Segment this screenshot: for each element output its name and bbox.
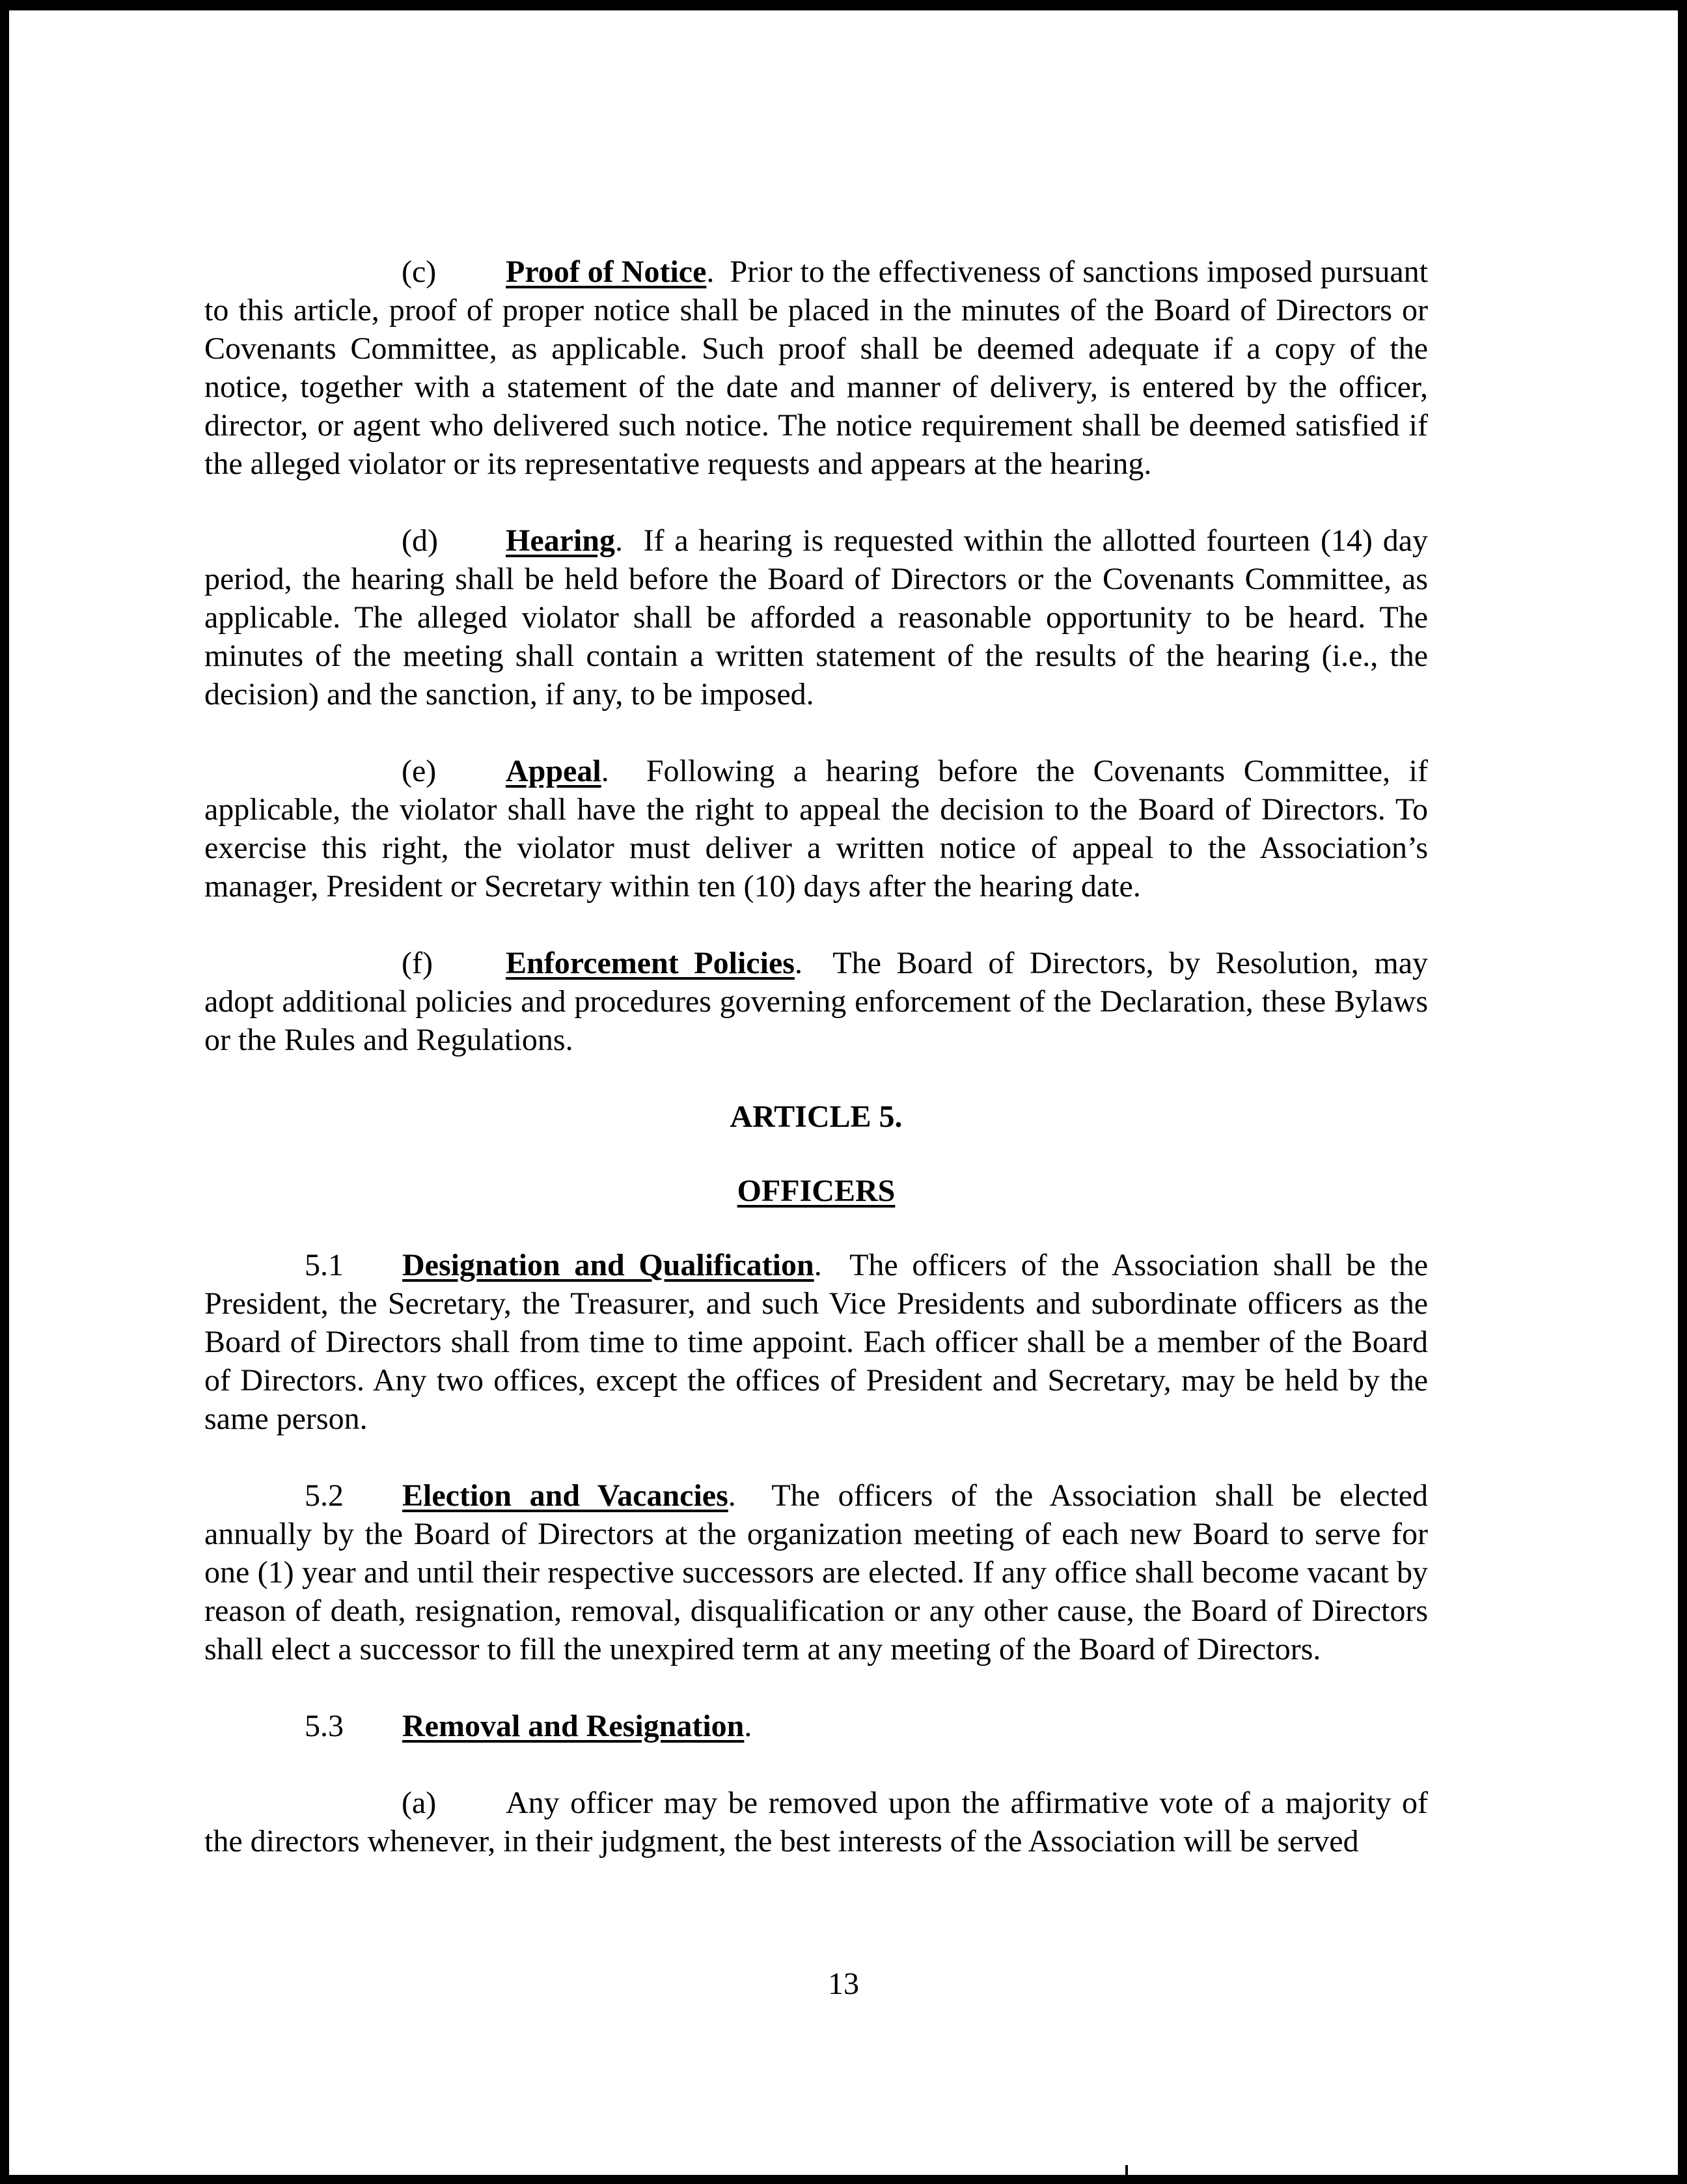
section-5-1: 5.1 Designation and Qualification. The officers of the Association shall be the President, the Secretary, the Treasurer, and such Vice Presidents and subordinate officers as the Board of Directors shall from time to time appoint. Each officer shall be a member of the Board of Directors. Any two offices, except the offices of President and Secretary, may be held by the same person.	[204, 1246, 1428, 1438]
paragraph-d-marker: (d)	[402, 523, 438, 558]
paragraph-c-heading: Proof of Notice	[506, 255, 707, 289]
section-5-3: 5.3 Removal and Resignation.	[204, 1707, 1428, 1745]
paragraph-e-text: Following a hearing before the Covenants Committee, if applicable, the violator shall have the right to appeal the decision to the Board of Directors. To exercise this right, the violator must deliver a written notice of appeal to the Association’s manager, President or Secretary within ten (10) days after the hearing date.	[204, 754, 1428, 904]
paragraph-d: (d) Hearing. If a hearing is requested within the allotted fourteen (14) day period, the hearing shall be held before the Board of Directors or the Covenants Committee, as applicable. The alleged violator shall be afforded a reasonable opportunity to be heard. The minutes of the meeting shall contain a written statement of the results of the hearing (i.e., the decision) and the sanction, if any, to be imposed.	[204, 521, 1428, 713]
paragraph-e-marker: (e)	[402, 754, 437, 788]
section-5-1-text: The officers of the Association shall be the President, the Secretary, the Treasurer, and such Vice Presidents and subordinate officers as the Board of Directors shall from time to time appoint. Each officer shall be a member of the Board of Directors. Any two offices, except the offices of President and Secretary, may be held by the same person.	[204, 1248, 1428, 1436]
paragraph-e-heading: Appeal	[506, 754, 601, 788]
paragraph-d-text: If a hearing is requested within the allotted fourteen (14) day period, the hearing shall be held before the Board of Directors or the Covenants Committee, as applicable. The alleged violator shall be afforded a reasonable opportunity to be heard. The minutes of the meeting shall contain a written statement of the results of the hearing (i.e., the decision) and the sanction, if any, to be imposed.	[204, 523, 1428, 712]
paragraph-f-marker: (f)	[402, 946, 433, 980]
section-5-2: 5.2 Election and Vacancies. The officers of the Association shall be elected annually by the Board of Directors at the organization meeting of each new Board to serve for one (1) year and until their respective successors are elected. If any office shall become vacant by reason of death, resignation, removal, disqualification or any other cause, the Board of Directors shall elect a successor to fill the unexpired term at any meeting of the Board of Directors.	[204, 1476, 1428, 1668]
paragraph-f: (f) Enforcement Policies. The Board of Directors, by Resolution, may adopt additional policies and procedures governing enforcement of the Declaration, these Bylaws or the Rules and Regulations.	[204, 944, 1428, 1059]
scan-artifact-line	[953, 2180, 1122, 2181]
document-body	[204, 253, 1428, 1899]
article-name: OFFICERS	[737, 1174, 896, 1208]
paragraph-c-marker: (c)	[402, 255, 437, 289]
paragraph-f-heading: Enforcement Policies	[506, 946, 795, 980]
article-title: ARTICLE 5.	[730, 1099, 903, 1134]
paragraph-c-text: Prior to the effectiveness of sanctions imposed pursuant to this article, proof of proper notice shall be placed in the minutes of the Board of Directors or Covenants Committee, as applicable. Such proof shall be deemed adequate if a copy of the notice, together with a statement of the date and manner of delivery, is entered by the officer, director, or agent who delivered such notice. The notice requirement shall be deemed satisfied if the alleged violator or its representative requests and appears at the hearing.	[204, 255, 1429, 481]
paragraph-c: (c) Proof of Notice. Prior to the effectiveness of sanctions imposed pursuant to this article, proof of proper notice shall be placed in the minutes of the Board of Directors or Covenants Committee, as applicable. Such proof shall be deemed adequate if a copy of the notice, together with a statement of the date and manner of delivery, is entered by the officer, director, or agent who delivered such notice. The notice requirement shall be deemed satisfied if the alleged violator or its representative requests and appears at the hearing.	[204, 253, 1428, 483]
section-5-3-heading: Removal and Resignation	[402, 1709, 745, 1743]
section-5-2-heading: Election and Vacancies	[402, 1478, 728, 1513]
paragraph-f-text: The Board of Directors, by Resolution, may adopt additional policies and procedures governing enforcement of the Declaration, these Bylaws or the Rules and Regulations.	[204, 946, 1429, 1057]
section-5-2-number: 5.2	[305, 1478, 344, 1513]
section-5-3-paragraph-a-marker: (a)	[402, 1786, 437, 1820]
section-5-3-paragraph-a-text: Any officer may be removed upon the affirmative vote of a majority of the directors whenever, in their judgment, the best interests of the Association will be served	[204, 1786, 1428, 1859]
scan-artifact-mark	[1125, 2165, 1128, 2184]
section-5-1-number: 5.1	[305, 1248, 344, 1282]
section-5-3-number: 5.3	[305, 1709, 344, 1743]
paragraph-d-heading: Hearing	[506, 523, 615, 558]
page-number: 13	[828, 1967, 859, 2001]
section-5-3-paragraph-a	[204, 1784, 1428, 1860]
section-5-1-heading: Designation and Qualification	[402, 1248, 814, 1282]
paragraph-e: (e) Appeal. Following a hearing before the Covenants Committee, if applicable, the violator shall have the right to appeal the decision to the Board of Directors. To exercise this right, the violator must deliver a written notice of appeal to the Association’s manager, President or Secretary within ten (10) days after the hearing date.	[204, 752, 1428, 905]
section-5-2-text: The officers of the Association shall be elected annually by the Board of Directors at the organization meeting of each new Board to serve for one (1) year and until their respective successors are elected. If any office shall become vacant by reason of death, resignation, removal, disqualification or any other cause, the Board of Directors shall elect a successor to fill the unexpired term at any meeting of the Board of Directors.	[204, 1478, 1428, 1666]
